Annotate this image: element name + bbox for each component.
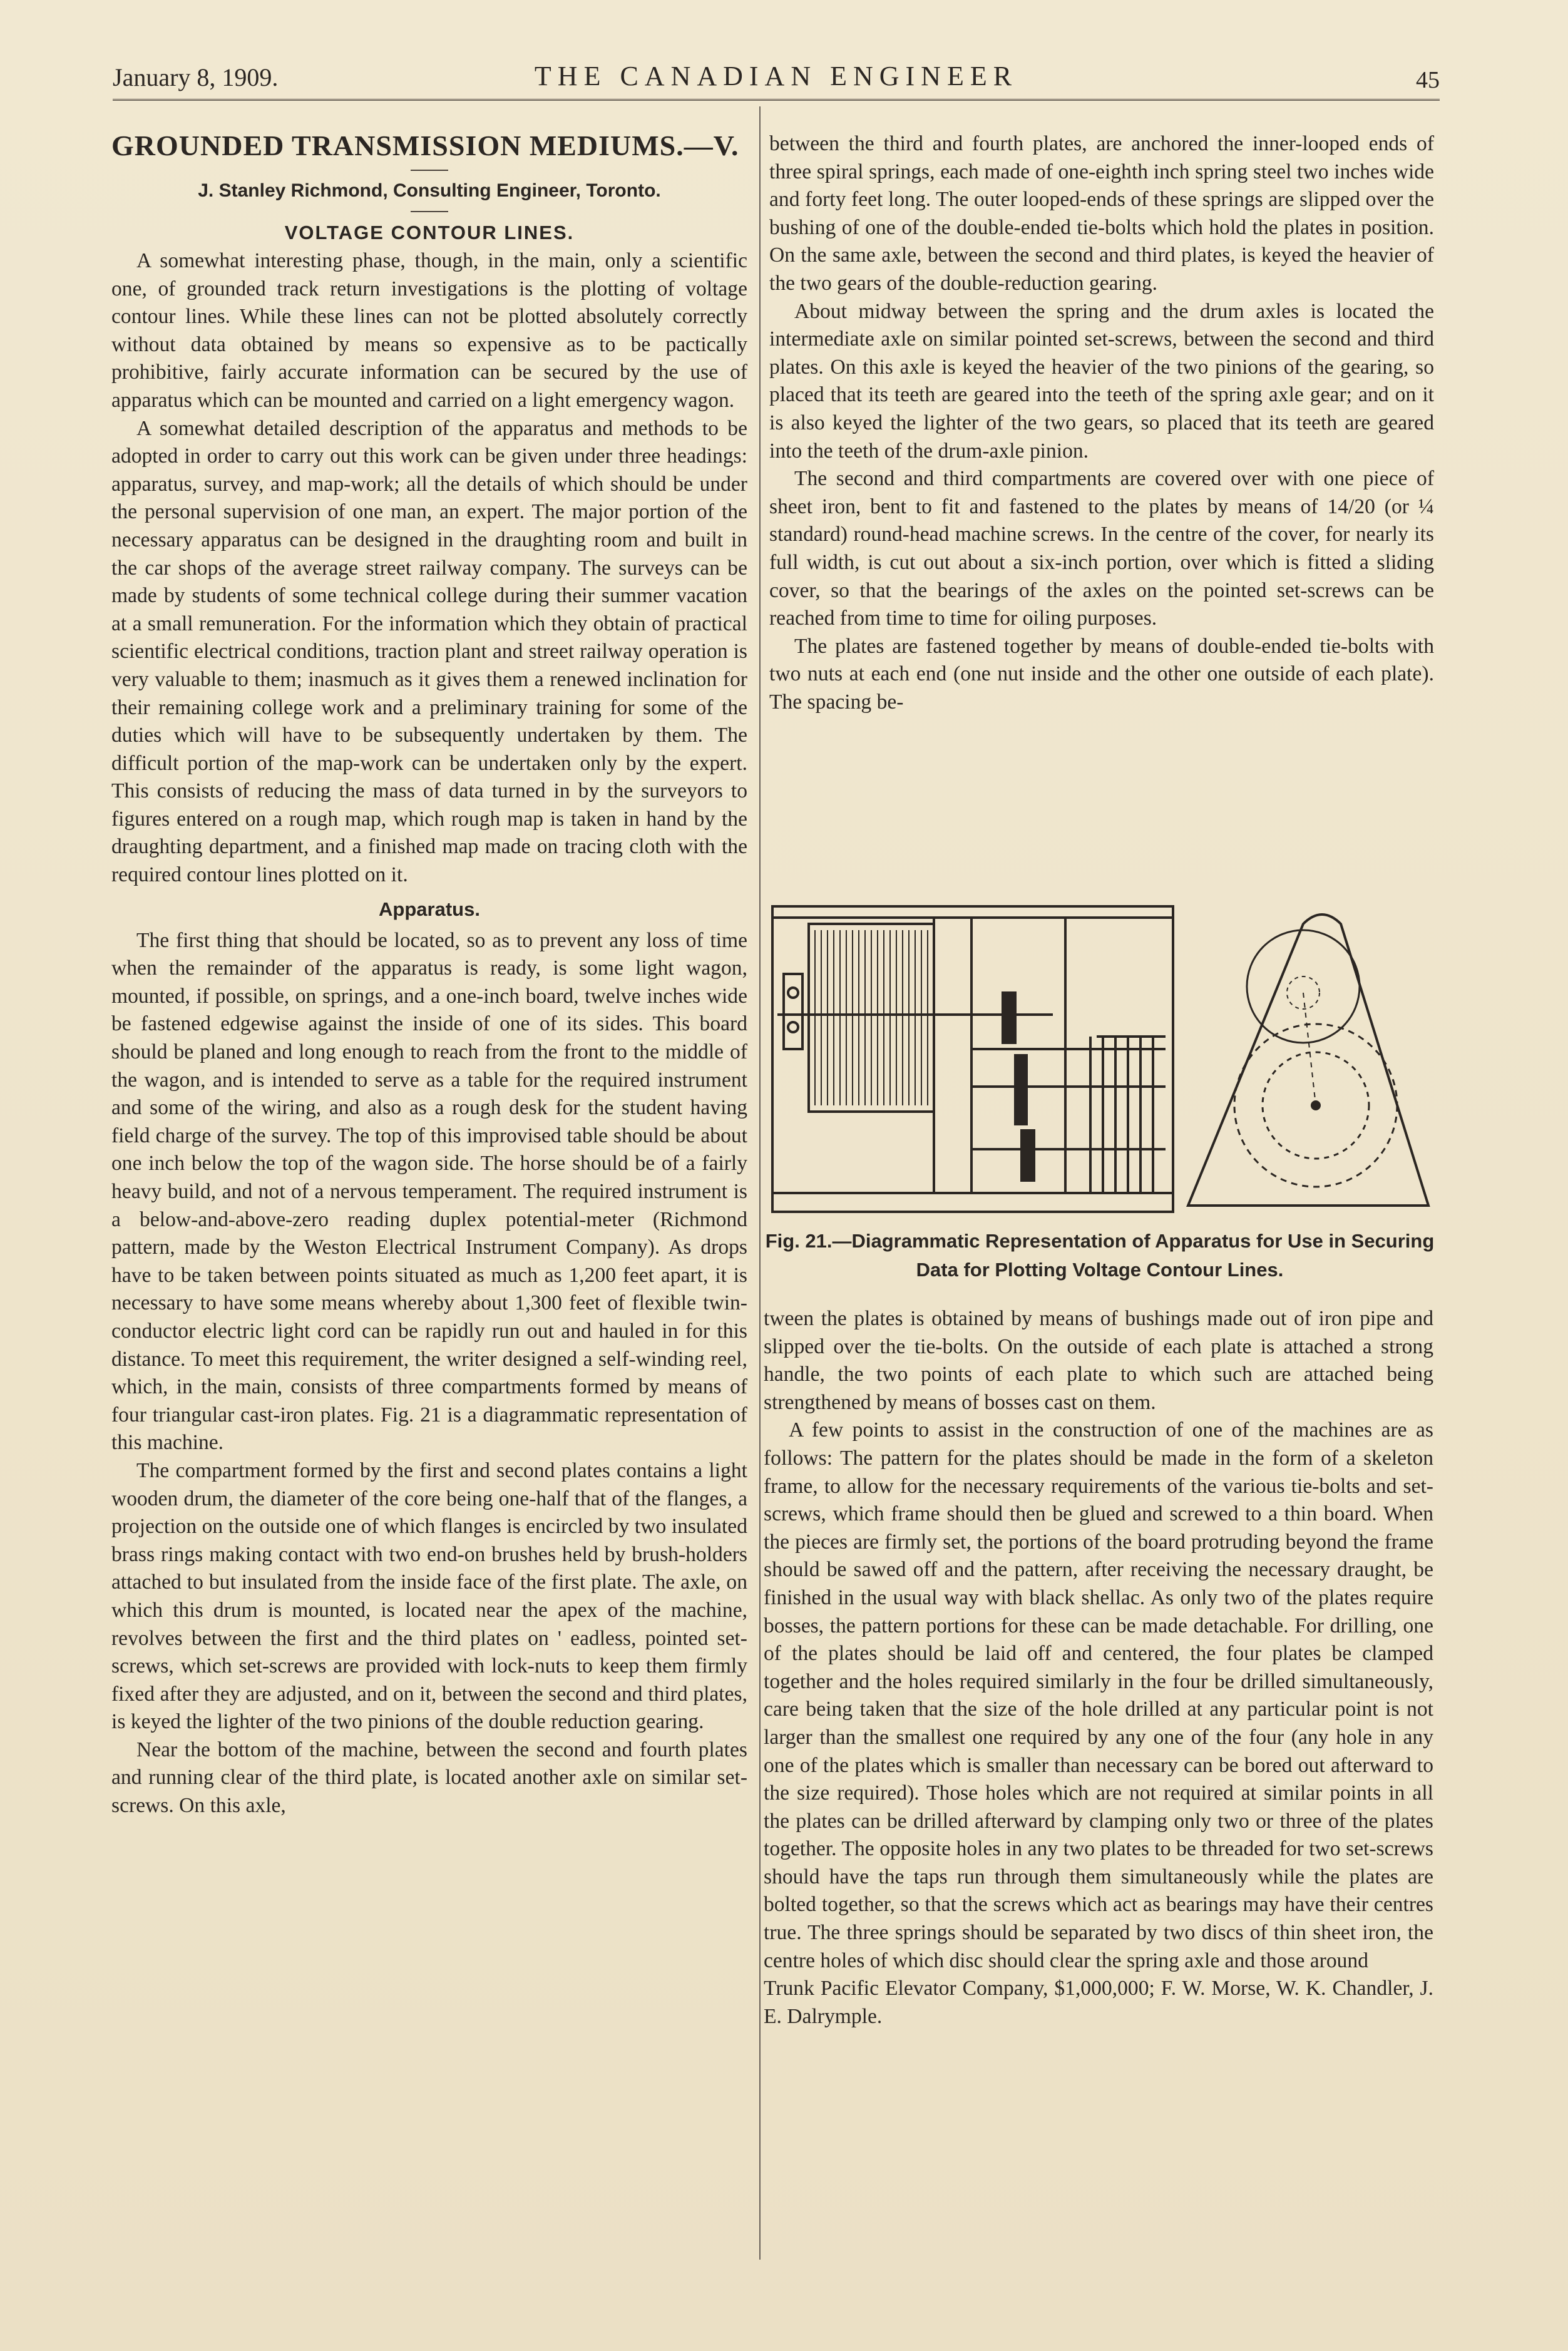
left-column <box>111 128 747 1820</box>
page-number: 45 <box>1416 67 1440 93</box>
byline: J. Stanley Richmond, Consulting Engineer, Toronto. <box>198 180 661 201</box>
byline-rule <box>411 211 448 212</box>
figure-21-diagram <box>765 899 1440 1224</box>
paragraph: Near the bottom of the machine, between the second and fourth plates and running clear of the third plate, is located another axle on similar set-screws. On this axle, <box>111 1738 747 1818</box>
column-divider <box>759 106 761 2260</box>
end-view-plate <box>1188 914 1428 1206</box>
stray-line: Trunk Pacific Elevator Company, $1,000,000; F. W. Morse, W. K. Chandler, J. E. Dalrymple. <box>764 1977 1433 2028</box>
article-title: GROUNDED TRANSMISSION MEDIUMS.—V. <box>111 130 739 161</box>
subheading-apparatus: Apparatus. <box>379 898 480 920</box>
figure-caption: Fig. 21.—Diagrammatic Representation of Apparatus for Use in Securing Data for Plotting Voltage Contour Lines. <box>765 1230 1435 1281</box>
right-column-bottom <box>764 1305 1433 2031</box>
header-rule <box>113 99 1440 101</box>
paragraph: between the third and fourth plates, are anchored the inner-looped ends of three spiral springs, each made of one-eighth inch spring steel two inches wide and forty feet long. The outer looped-ends of these springs are slipped over the bushing of one of the double-ended tie-bolts which hold the plates in position. On the same axle, between the second and third plates, is keyed the heavier of the two gears of the double-reduction gearing. <box>769 132 1434 295</box>
paragraph: The plates are fastened together by means of double-ended tie-bolts with two nuts at each end (one nut inside and the other one outside of each plate). The spacing be- <box>769 634 1434 714</box>
paragraph: A somewhat interesting phase, though, in the main, only a scientific one, of grounded track return investigations is the plotting of voltage contour lines. While these lines can not be plotted absolutely correctly without data obtained by means so expensive as to be pactically prohibitive, fairly accurate information can be secured by the use of apparatus which can be mounted and carried on a light emergency wagon. <box>111 249 747 412</box>
paragraph: The compartment formed by the first and second plates contains a light wooden drum, the diameter of the core being one-half that of the flanges, a projection on the outside one of which flanges is encircled by two insulated brass rings making contact with two end-on brushes held by brush-holders attached to but insulated from the inside face of the first plate. The axle, on which this drum is mounted, is located near the apex of the machine, revolves between the first and the third plates on ' eadless, pointed set-screws, which set-screws are provided with lock-nuts to keep them firmly fixed after they are adjusted, and on it, between the second and third plates, is keyed the lighter of the two pinions of the double reduction gearing. <box>111 1458 747 1734</box>
issue-date: January 8, 1909. <box>113 63 279 91</box>
paragraph: A few points to assist in the construction of one of the machines are as follows: The pattern for the plates should be made in the form of a skeleton frame, to allow for the necessary requirements of the various tie-bolts and set-screws, which frame should then be glued and screwed to a thin board. When the pieces are firmly set, the portions of the board protruding beyond the frame should be sawed off and the pattern, after receiving the necessary draught, be finished in the usual way with black shellac. As only two of the plates require bosses, the pattern portions for these can be made detachable. For drilling, one of the plates should be laid off and centered, the four plates be clamped together and the holes required similarly in the four be drilled simultaneously, care being taken that the size of the hole drilled at any particular point is not larger than the smallest one required by any one of the four (any hole in any one of the plates which is smaller than necessary can be bored out afterward to the size required). Those holes which are not required at similar points in all the plates can be drilled afterward by clamping only two or three of the plates together. The opposite holes in any two plates to be threaded for two set-screws should have the taps run through them simultaneously while the plates are bolted together, so that the screws which act as bearings may have their centres true. The three springs should be separated by two discs of thin sheet iron, the centre holes of which disc should clear the spring axle and those around <box>764 1418 1433 1972</box>
paragraph: tween the plates is obtained by means of bushings made out of iron pipe and slipped over the tie-bolts. On the outside of each plate is attached a strong handle, the two points of each plate to which such are attached being strengthened by means of bosses cast on them. <box>764 1307 1433 1414</box>
paragraph: The first thing that should be located, so as to prevent any loss of time when the remainder of the apparatus is ready, is some light wagon, mounted, if possible, on springs, and a one-inch board, twelve inches wide be fastened edgewise against the inside of one of its sides. This board should be planed and long enough to reach from the front to the middle of the wagon, and is intended to serve as a table for the required instrument and some of the wiring, and also as a rough desk for the student having field charge of the survey. The top of this improvised table should be about one inch below the top of the wagon side. The horse should be of a fairly heavy build, and not of a nervous temperament. The required instrument is a below-and-above-zero reading duplex potential-meter (Richmond pattern, made by the Weston Electrical Instrument Company). As drops have to be taken between points situated as much as 1,200 feet apart, it is necessary to have some means whereby about 1,300 feet of flexible twin-conductor electric light cord can be rapidly run out and hauled in for this distance. To meet this requirement, the writer designed a self-winding reel, which, in the main, consists of three compartments formed by means of four triangular cast-iron plates. Fig. 21 is a diagrammatic representation of this machine. <box>111 928 747 1455</box>
paragraph: The second and third compartments are covered over with one piece of sheet iron, bent to fit and fastened to the plates by means of 14/20 (or ¼ standard) round-head machine screws. In the centre of the cover, for nearly its full width, is cut out about a six-inch portion, over which is fitted a sliding cover, so that the bearings of the axles on the pointed set-screws can be reached from time to time for oiling purposes. <box>769 467 1434 630</box>
journal-title: THE CANADIAN ENGINEER <box>534 61 1018 91</box>
paragraph: A somewhat detailed description of the apparatus and methods to be adopted in order to carry out this work can be given under three headings: apparatus, survey, and map-work; all the details of which should be under the personal supervision of one man, an expert. The major portion of the necessary apparatus can be designed in the draughting room and built in the car shops of the average street railway company. The surveys can be made by students of some technical college during their summer vacation at a small remuneration. For the information which they obtain of practical scientific electrical conditions, traction plant and street railway operation is very valuable to them; inasmuch as it gives them a renewed inclination for their remaining college work and a preliminary training for some of the duties which will have to be subsequently undertaken by them. The difficult portion of the map-work can be undertaken only by the expert. This consists of reducing the mass of data turned in by the surveyors to figures entered on a rough map, which rough map is taken in hand by the draughting department, and a finished map made on tracing cloth with the required contour lines plotted on it. <box>111 416 747 887</box>
title-rule <box>411 170 448 171</box>
section-heading: VOLTAGE CONTOUR LINES. <box>284 222 575 243</box>
paragraph: About midway between the spring and the drum axles is located the intermediate axle on similar pointed set-screws, between the second and third plates. On this axle is keyed the heavier of the two pinions of the gearing, so placed that its teeth are geared into the teeth of the spring axle gear; and on it is also keyed the lighter of the two gears, so placed that its teeth are geared into the teeth of the drum-axle pinion. <box>769 299 1434 463</box>
running-header <box>113 63 1440 100</box>
right-column-top <box>769 130 1434 716</box>
reel-apparatus-drawing <box>765 899 1440 1224</box>
